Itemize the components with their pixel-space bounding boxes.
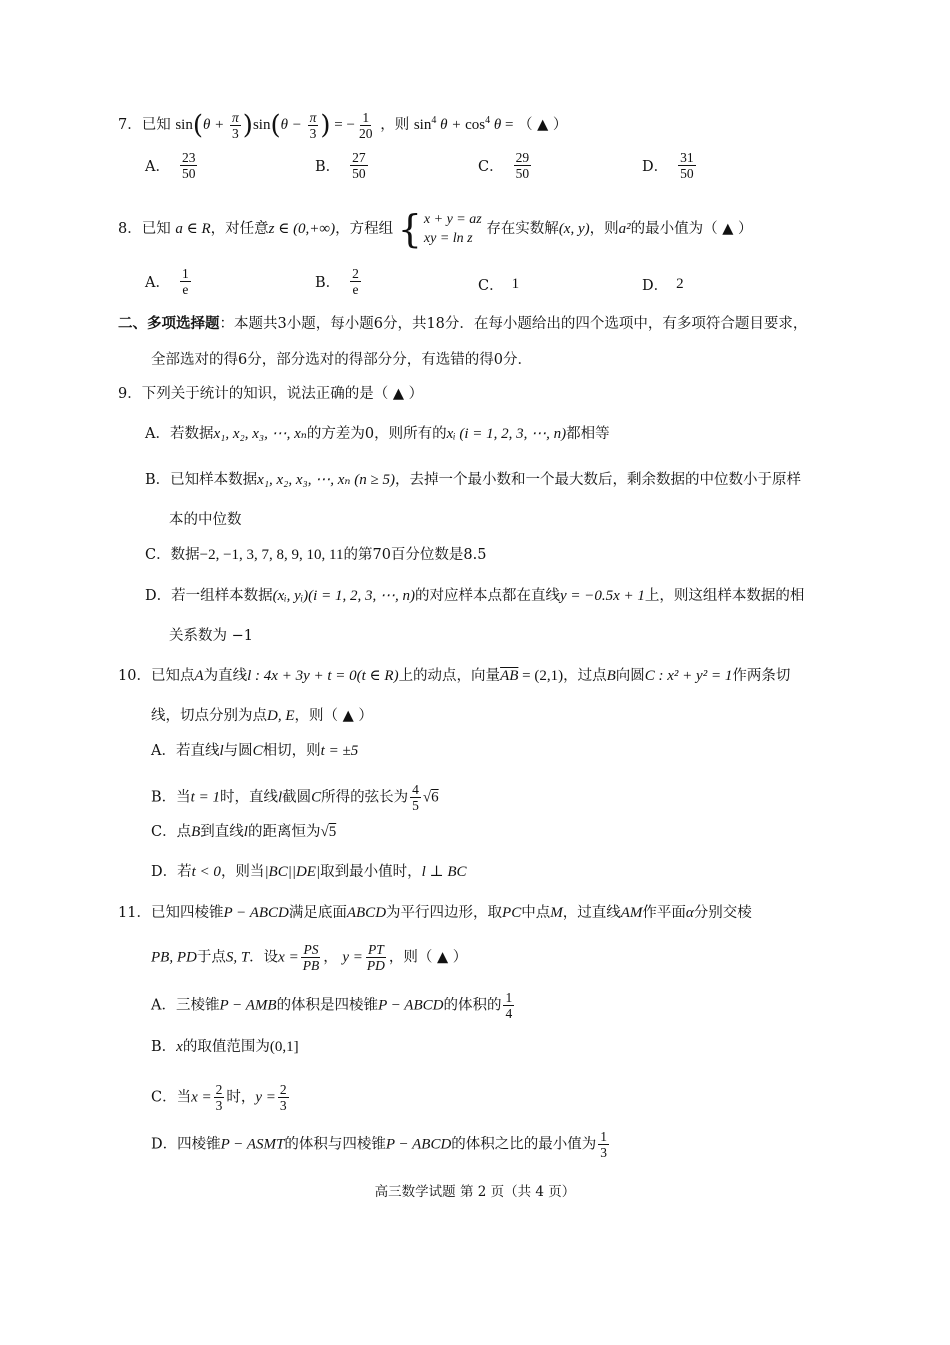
q9-stem: 9．下列关于统计的知识，说法正确的是（ ▲ ） [118,386,424,402]
section2-intro-cont: 全部选对的得6分，部分选对的得部分分，有选错的得0分． [151,352,532,368]
q9-option-d: D．若一组样本数据(xᵢ, yᵢ)(i = 1, 2, 3, ⋯, n)的对应样本点都在直线y = −0.5x + 1上，则这组样本数据的相 [145,588,805,604]
q7-option-d: D． $\frac{31}{50}$ [642,150,694,181]
q7-option-a: A． $\frac{23}{50}$ [145,150,196,181]
q8-stem: 8．已知 a ∈ R，对任意z ∈ (0,+∞)，方程组 { x + y = az xy = ln z 存在实数解(x, y)，则a²的最小值为（ ▲ ） [118,207,753,251]
section2-heading: 二、多项选择题 [118,315,220,332]
q11-option-a: A．三棱锥P − AMB的体积是四棱锥P − ABCD的体积的 $\frac{1}{4}$ [151,990,513,1021]
q7-target: $\sin^4 \theta + \cos^4 \theta$ = [413,114,514,133]
q9-option-a: A．若数据x₁, x₂, x₃, ⋯, xₙ的方差为0，则所有的xᵢ (i = 1, 2, 3, ⋯, n)都相等 [145,426,610,442]
q9-option-d-cont: 关系数为 −1 [169,628,253,644]
q7-number: 7． [118,116,142,133]
q11-stem-cont: PB, PD于点S, T．设x = $\frac{PS}{PB}$ ， y = $\frac{PT}{PD}$ ，则（ ▲ ） [151,942,468,973]
q10-stem: 10．已知点A为直线l : 4x + 3y + t = 0(t ∈ R)上的动点，向量$\overline{AB} = (2,1)$，过点B向圆C : x² + y² = 1作两条切 [118,668,791,684]
q11-option-c: C．当x = $\frac{2}{3}$ 时，y = $\frac{2}{3}$ [151,1082,287,1113]
q10-option-c: C．点B到直线l的距离恒为√5 [151,824,337,840]
q8-domain: z ∈ (0,+∞) [268,221,336,237]
q7-lead: 已知 [141,116,171,133]
q10-option-b: B．当t = 1时，直线l截圆C所得的弦长为 $\frac{4}{5}$ √6 [151,782,439,813]
q8-option-d: D． 2 [642,276,684,294]
q9-option-b: B．已知样本数据x₁, x₂, x₃, ⋯, xₙ (n ≥ 5)，去掉一个最小数和一个最大数后，剩余数据的中位数小于原样 [145,472,801,488]
q8-option-b: B． $\frac{2}{e}$ [315,266,359,297]
q7-stem [118,110,567,141]
q11-stem: 11．已知四棱锥P − ABCD满足底面ABCD为平行四边形，取PC中点M，过直线AM作平面α分别交棱 [118,905,752,921]
q10-option-a: A．若直线l与圆C相切，则t = ±5 [151,743,359,759]
q7-expression: sin(θ + $\frac{\pi}{3}$ )sin(θ − $\frac{\pi}{3}$ ) = − $\frac{1}{20}$ [175,110,373,141]
q9-option-b-cont: 本的中位数 [169,512,242,528]
section2-intro: 二、多项选择题：本题共3小题，每小题6分，共18分．在每小题给出的四个选项中，有多项符合题目要求， [118,315,808,332]
q8-option-c: C． 1 [478,276,520,294]
q7-option-b: B． $\frac{27}{50}$ [315,150,366,181]
q8-option-a: A． $\frac{1}{e}$ [145,266,189,297]
q7-answer-mark: （ ▲ ） [518,116,568,133]
q9-option-c: C．数据−2, −1, 3, 7, 8, 9, 10, 11的第70百分位数是8.5 [145,547,487,563]
page-footer: 高三数学试题 第 2 页（共 4 页） [374,1184,576,1200]
q11-option-b: B．x的取值范围为(0,1] [151,1039,299,1055]
q8-system: { x + y = az xy = ln z [397,207,482,251]
q10-option-d: D．若t < 0，则当|BC||DE|取到最小值时，l ⊥ BC [151,864,467,880]
q7-tail: ，则 [380,116,410,133]
q10-stem-cont: 线，切点分别为点D, E，则（ ▲ ） [151,708,373,724]
q8-set: a ∈ R [175,221,211,237]
q7-option-c: C． $\frac{29}{50}$ [478,150,530,181]
q11-option-d: D．四棱锥P − ASMT的体积与四棱锥P − ABCD的体积之比的最小值为 $\frac{1}{3}$ [151,1129,608,1160]
